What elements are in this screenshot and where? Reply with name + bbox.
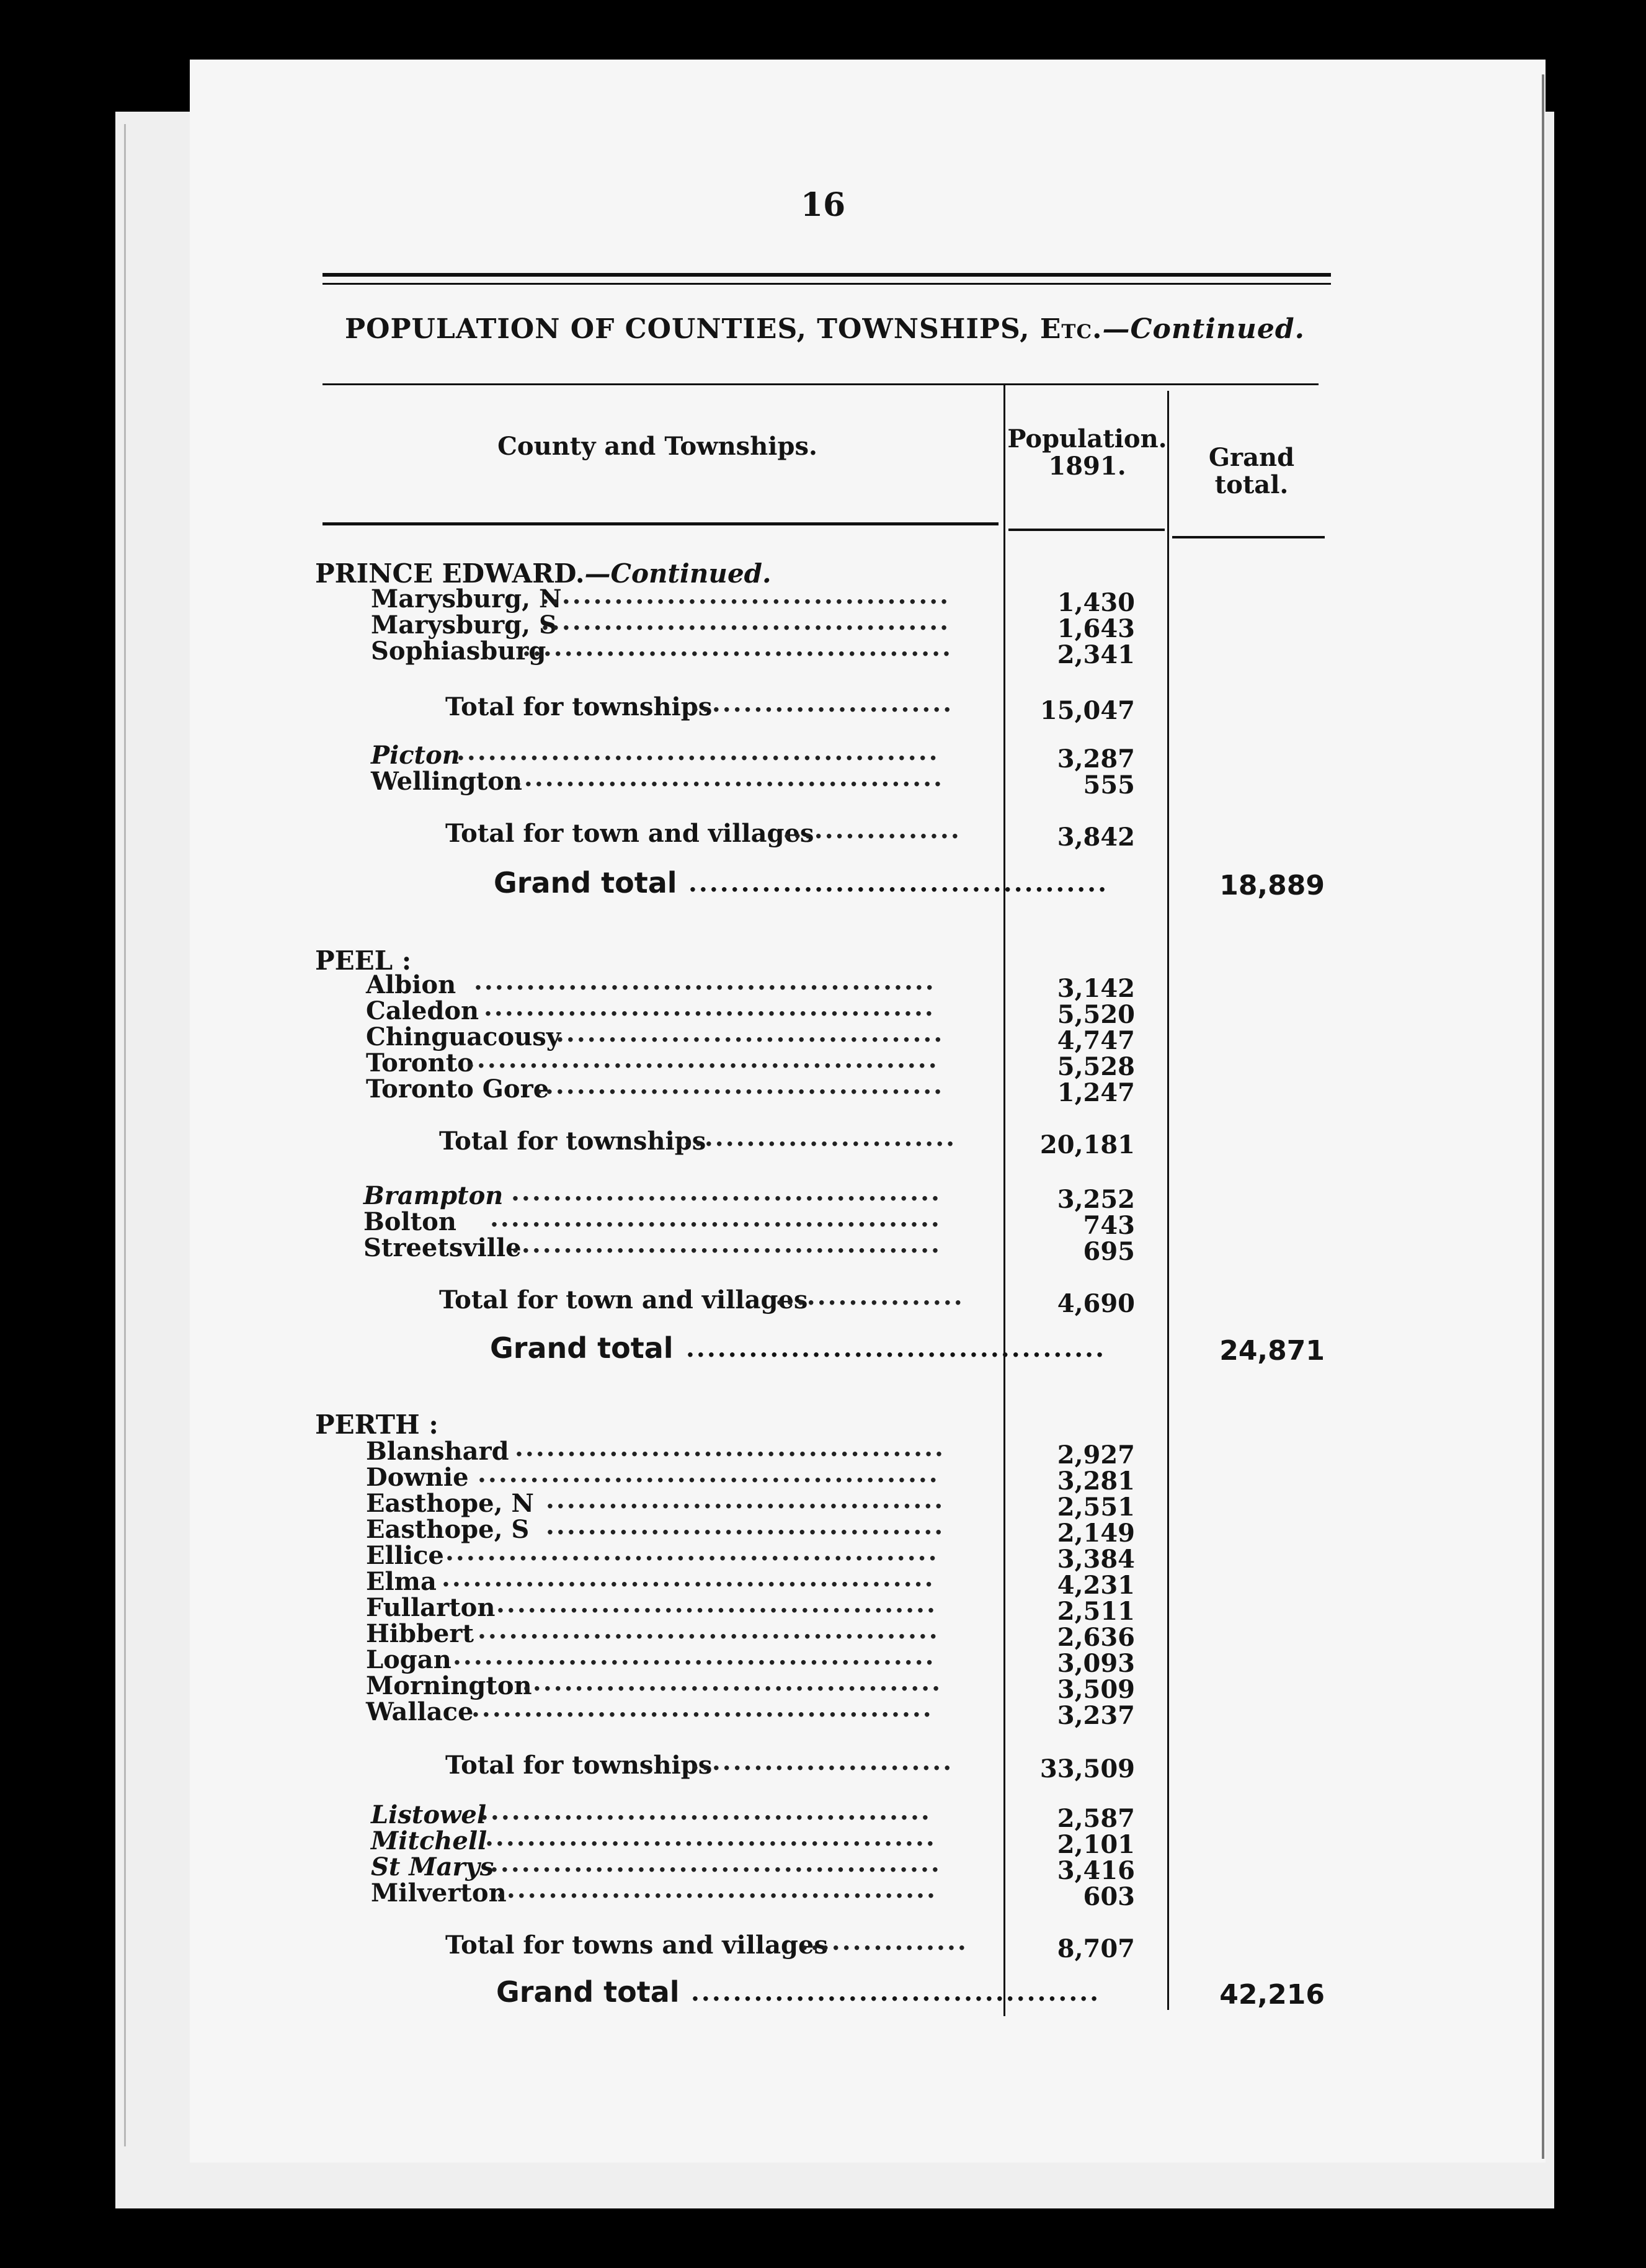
leader-dots: ....................................... xyxy=(541,582,951,609)
leader-dots: ...................................... xyxy=(546,1486,945,1514)
total-row xyxy=(0,816,1646,852)
total-value: 4,690 xyxy=(1057,1289,1135,1318)
leader-dots: ............................................ xyxy=(478,1617,940,1644)
leader-dots: ............................................. xyxy=(466,1046,939,1073)
leader-dots: ............................................... xyxy=(442,1565,935,1592)
township-name: Mornington xyxy=(366,1671,532,1700)
table-row xyxy=(0,1072,1646,1107)
township-name: Toronto Gore xyxy=(366,1074,549,1104)
leader-dots: ........................................... xyxy=(490,1850,941,1877)
leader-dots: ............................................ xyxy=(471,1695,933,1722)
total-row xyxy=(0,1748,1646,1784)
header-bottom-rule-pop xyxy=(1008,529,1165,531)
town-name: Listowel xyxy=(371,1800,487,1829)
title-continued: —Continued. xyxy=(1102,313,1305,345)
table-row xyxy=(0,634,1646,669)
population-value: 2,511 xyxy=(1057,1597,1135,1626)
township-name: Elma xyxy=(366,1567,437,1596)
population-value: 695 xyxy=(1083,1237,1135,1266)
grand-total-row xyxy=(0,1975,1646,2012)
total-row xyxy=(0,690,1646,725)
leader-dots: .............................................. xyxy=(453,1643,936,1670)
township-name: Hibbert xyxy=(366,1619,474,1648)
leader-dots: ........................................... xyxy=(484,994,935,1021)
population-value: 2,149 xyxy=(1057,1519,1135,1548)
grand-total-value: 18,889 xyxy=(1219,870,1325,901)
leader-dots: ......................... xyxy=(691,1748,954,1775)
population-value: 2,341 xyxy=(1057,640,1135,669)
population-value: 2,927 xyxy=(1057,1440,1135,1470)
township-name: Toronto xyxy=(366,1048,474,1078)
township-name: Easthope, S xyxy=(366,1515,530,1544)
population-value: 3,093 xyxy=(1057,1649,1135,1678)
population-value: 1,430 xyxy=(1057,588,1135,617)
township-name: Easthope, N xyxy=(366,1489,534,1518)
leader-dots: ........................................... xyxy=(485,1824,936,1851)
population-value: 2,587 xyxy=(1057,1804,1135,1833)
table-row xyxy=(0,1231,1646,1266)
leader-dots: ......................................... xyxy=(515,1434,945,1462)
population-value: 1,643 xyxy=(1057,614,1135,643)
population-value: 3,416 xyxy=(1057,1856,1135,1885)
table-row xyxy=(0,1695,1646,1730)
leader-dots: .......................................... xyxy=(496,1591,937,1618)
grand-total-row xyxy=(0,1331,1646,1368)
total-value: 20,181 xyxy=(1039,1130,1135,1159)
population-value: 2,101 xyxy=(1057,1830,1135,1859)
grand-total-label: Grand total xyxy=(496,1975,680,2009)
population-value: 3,237 xyxy=(1057,1701,1135,1730)
total-label: Total for town and villages xyxy=(445,819,814,848)
population-value: 743 xyxy=(1083,1211,1135,1240)
total-value: 3,842 xyxy=(1057,823,1135,852)
total-value: 33,509 xyxy=(1039,1754,1135,1784)
grand-total-row xyxy=(0,866,1646,903)
population-value: 2,636 xyxy=(1057,1623,1135,1652)
town-name: Mitchell xyxy=(371,1826,487,1855)
town-name: Milverton xyxy=(371,1878,507,1908)
township-name: Albion xyxy=(366,970,456,999)
leader-dots: ............................................ xyxy=(478,1460,940,1488)
table-row xyxy=(0,764,1646,800)
grand-total-value: 42,216 xyxy=(1219,1979,1325,2011)
town-name: Streetsville xyxy=(363,1233,522,1262)
leader-dots: ...................................... xyxy=(546,1512,945,1540)
column-header-county: County and Townships. xyxy=(497,432,817,461)
town-name: Wellington xyxy=(371,767,522,796)
township-name: Chinguacousy xyxy=(366,1022,561,1051)
population-value: 603 xyxy=(1083,1882,1135,1911)
township-name: Blanshard xyxy=(366,1437,509,1466)
header-top-rule xyxy=(323,383,1319,385)
leader-dots: ......................... xyxy=(691,690,954,717)
total-value: 15,047 xyxy=(1039,696,1135,725)
leader-dots: .................. xyxy=(775,1283,964,1310)
township-name: Marysburg, S xyxy=(371,610,557,640)
total-label: Total for townships xyxy=(445,692,713,721)
column-header-grand-total: Grand total. xyxy=(1208,443,1295,499)
county-heading-prince-edward: PRINCE EDWARD.—Continued. xyxy=(315,558,772,589)
leader-dots: ........................................ xyxy=(522,1669,943,1696)
township-name: Caledon xyxy=(366,996,479,1025)
population-value: 3,281 xyxy=(1057,1467,1135,1496)
column-header-population-label: Population. xyxy=(1007,424,1167,453)
town-name: Bolton xyxy=(363,1207,456,1236)
leader-dots: ......................................... xyxy=(514,764,944,792)
leader-dots: .......................... xyxy=(683,1124,957,1151)
total-row xyxy=(0,1928,1646,1963)
total-label: Total for townships xyxy=(445,1751,713,1780)
population-value: 3,287 xyxy=(1057,744,1135,774)
header-bottom-rule xyxy=(323,522,999,525)
table-row xyxy=(0,1876,1646,1911)
township-name: Marysburg, N xyxy=(371,584,562,614)
leader-dots: ....................................... xyxy=(691,1978,1101,2007)
county-heading-peel: PEEL : xyxy=(315,945,412,976)
population-value: 3,252 xyxy=(1057,1185,1135,1214)
township-name: Ellice xyxy=(366,1541,444,1570)
total-value: 8,707 xyxy=(1057,1934,1135,1963)
leader-dots: ................. xyxy=(783,816,961,844)
leader-dots: ............................................ xyxy=(474,968,936,995)
total-row xyxy=(0,1283,1646,1318)
township-name: Fullarton xyxy=(366,1593,496,1622)
leader-dots: ..................................... xyxy=(556,1020,945,1047)
leader-dots: ....................................... xyxy=(535,1072,945,1099)
page-number: 16 xyxy=(800,186,846,224)
total-label: Total for towns and villages xyxy=(445,1931,828,1960)
township-name: Logan xyxy=(366,1645,452,1674)
township-name: Sophiasburg xyxy=(371,636,546,666)
town-name: Picton xyxy=(371,741,460,770)
top-rule-thin xyxy=(323,283,1331,285)
population-value: 3,142 xyxy=(1057,974,1135,1003)
leader-dots: ............................................... xyxy=(445,1538,939,1566)
leader-dots: .......................................... xyxy=(496,1876,937,1903)
town-name: St Marys xyxy=(371,1852,494,1882)
leader-dots: ........................................ xyxy=(686,1334,1106,1363)
leader-dots: ........................................ xyxy=(688,868,1109,898)
leader-dots: ........................................... xyxy=(490,1205,941,1232)
leader-dots: ....................................... xyxy=(541,608,951,635)
town-name: Brampton xyxy=(363,1181,504,1210)
population-value: 1,247 xyxy=(1057,1078,1135,1107)
population-value: 3,509 xyxy=(1057,1675,1135,1704)
population-value: 4,231 xyxy=(1057,1571,1135,1600)
leader-dots: ................ xyxy=(800,1928,968,1955)
column-header-population-year: 1891. xyxy=(1048,452,1126,481)
grand-total-value: 24,871 xyxy=(1219,1335,1325,1367)
population-value: 2,551 xyxy=(1057,1493,1135,1522)
title-main: POPULATION OF COUNTIES, TOWNSHIPS, xyxy=(345,313,1030,345)
population-value: 555 xyxy=(1083,770,1135,800)
column-header-population xyxy=(1006,426,1168,480)
total-label: Total for town and villages xyxy=(439,1285,808,1315)
header-bottom-rule-grand xyxy=(1172,536,1325,538)
township-name: Downie xyxy=(366,1463,469,1492)
population-value: 5,520 xyxy=(1057,1000,1135,1029)
leader-dots: ......................................... xyxy=(511,1179,941,1206)
total-row xyxy=(0,1124,1646,1159)
population-value: 3,384 xyxy=(1057,1545,1135,1574)
top-rule xyxy=(323,273,1331,277)
total-label: Total for townships xyxy=(439,1127,706,1156)
county-heading-perth: PERTH : xyxy=(315,1409,438,1440)
grand-total-label: Grand total xyxy=(490,1331,674,1365)
leader-dots: ........................................... xyxy=(480,1798,932,1825)
grand-total-label: Grand total xyxy=(494,866,677,900)
title-etc: Etc. xyxy=(1039,313,1103,345)
population-value: 4,747 xyxy=(1057,1026,1135,1055)
township-name: Wallace xyxy=(366,1697,474,1726)
page-title xyxy=(323,313,1327,345)
leader-dots: ......................................... xyxy=(511,1231,941,1258)
population-value: 5,528 xyxy=(1057,1052,1135,1081)
leader-dots: .............................................. xyxy=(456,738,940,766)
leader-dots: ......................................... xyxy=(522,634,953,661)
